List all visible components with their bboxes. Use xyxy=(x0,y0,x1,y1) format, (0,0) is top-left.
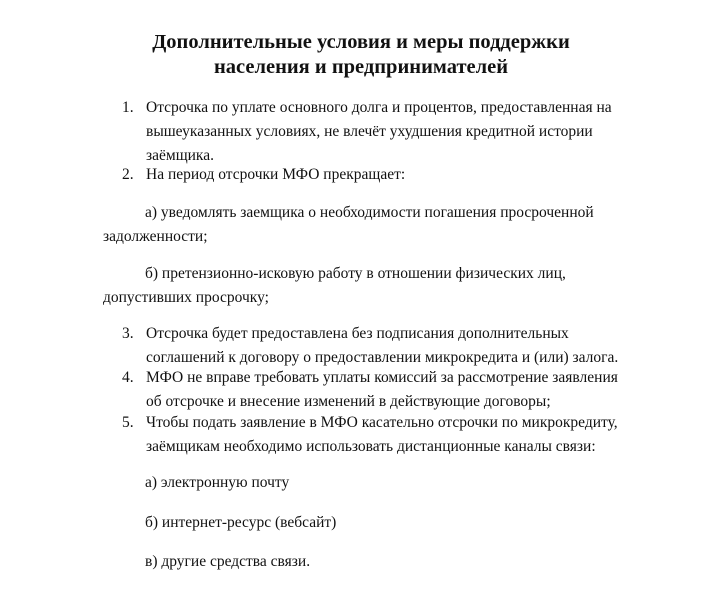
list-item-1 xyxy=(122,96,682,168)
list-item-line: заёмщикам необходимо использовать дистанционные каналы связи: xyxy=(146,438,596,455)
subitem-5b: б) интернет-ресурс (вебсайт) xyxy=(145,514,337,531)
subitem-line: а) уведомлять заемщика о необходимости погашения просроченной xyxy=(145,204,594,221)
list-item-number: 1. xyxy=(122,99,134,116)
document-title-line-1: Дополнительные условия и меры поддержки xyxy=(152,31,570,53)
list-item-line: заёмщика. xyxy=(146,147,214,164)
list-item-text xyxy=(146,411,682,459)
list-item-text xyxy=(146,163,682,187)
list-item-number: 3. xyxy=(122,325,134,342)
subitem-5a: а) электронную почту xyxy=(145,474,290,491)
list-item-text xyxy=(146,322,682,370)
list-item-number: 5. xyxy=(122,414,134,431)
subitem-2b xyxy=(103,262,688,310)
list-item-line: Отсрочка будет предоставлена без подписания дополнительных xyxy=(146,325,569,342)
subitem-5c: в) другие средства связи. xyxy=(145,553,311,570)
document-title-line-2: населения и предпринимателей xyxy=(213,56,509,78)
list-item-line: вышеуказанных условиях, не влечёт ухудшения кредитной истории xyxy=(146,123,593,140)
list-item-line: МФО не вправе требовать уплаты комиссий за рассмотрение заявления xyxy=(146,369,618,386)
list-item-text xyxy=(146,96,682,168)
list-item-line: об отсрочке и внесение изменений в действующие договоры; xyxy=(146,393,551,410)
list-item-line: На период отсрочки МФО прекращает: xyxy=(146,166,406,183)
list-item-number: 4. xyxy=(122,369,134,386)
list-item-text xyxy=(146,366,682,414)
list-item-number: 2. xyxy=(122,166,134,183)
list-item-5 xyxy=(122,411,682,459)
list-item-line: Чтобы подать заявление в МФО касательно отсрочки по микрокредиту, xyxy=(146,414,618,431)
list-item-2 xyxy=(122,163,682,187)
subitem-line: задолженности; xyxy=(103,228,208,245)
subitem-2a xyxy=(103,201,688,249)
subitem-line: допустивших просрочку; xyxy=(103,289,269,306)
list-item-line: соглашений к договору о предоставлении микрокредита и (или) залога. xyxy=(146,349,619,366)
list-item-4 xyxy=(122,366,682,414)
list-item-3 xyxy=(122,322,682,370)
list-item-line: Отсрочка по уплате основного долга и процентов, предоставленная на xyxy=(146,99,612,116)
subitem-line: б) претензионно-исковую работу в отношении физических лиц, xyxy=(145,265,566,282)
